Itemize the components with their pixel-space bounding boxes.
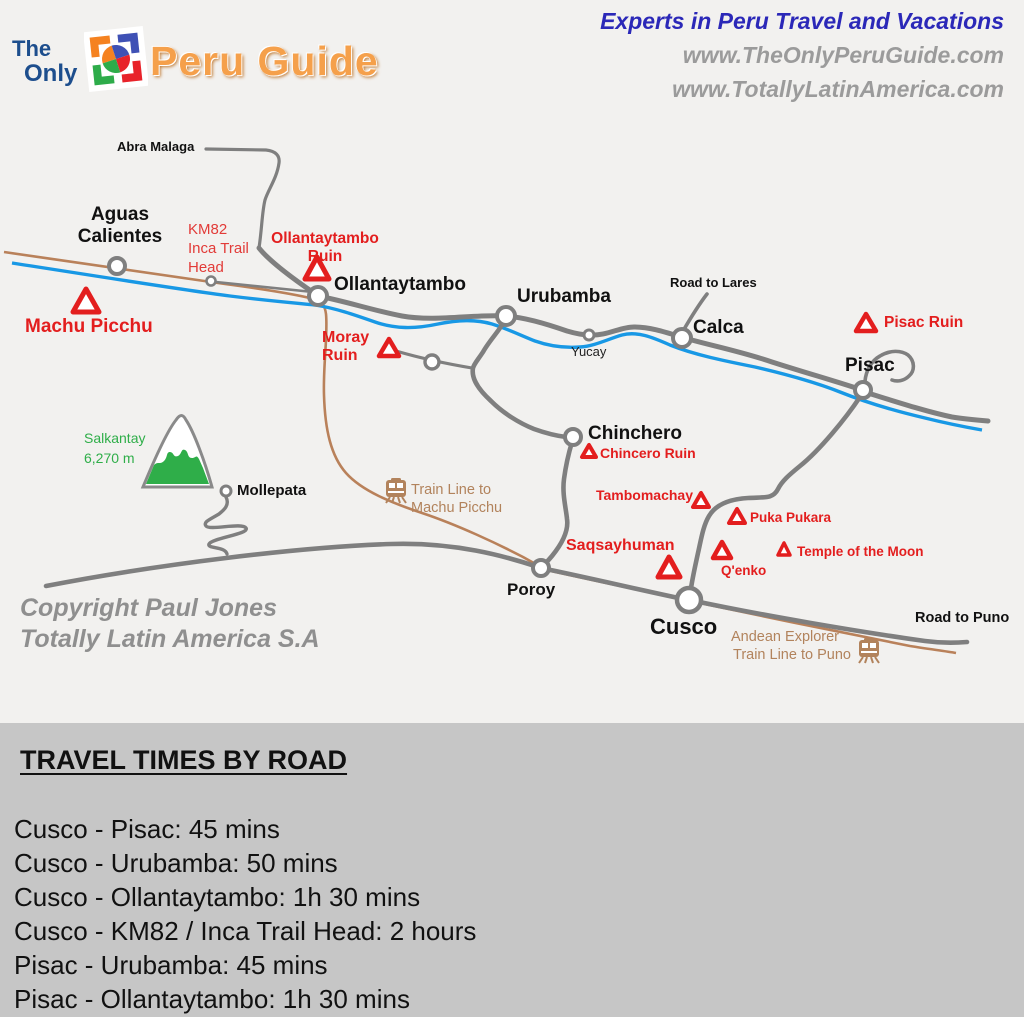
ruin-triangle-puka-pukara xyxy=(729,509,745,523)
brand-prefix-the: The xyxy=(12,36,52,61)
label-town-calca: Calca xyxy=(693,317,744,338)
label-train-mp-line1: Train Line to xyxy=(411,482,492,498)
town-circle-maras xyxy=(425,355,439,369)
copyright-line1: Copyright Paul Jones xyxy=(20,594,277,622)
ruin-triangle-machu-picchu xyxy=(73,289,99,312)
town-circle-ollantaytambo xyxy=(309,287,327,305)
ruin-triangle-pisac xyxy=(856,314,876,331)
road-valley-ollantaytambo-pisac xyxy=(318,296,856,388)
town-circle-pisac xyxy=(855,382,871,398)
header-tagline: Experts in Peru Travel and Vacations xyxy=(600,8,1004,34)
ruin-triangle-chincero xyxy=(582,445,596,457)
label-town-poroy: Poroy xyxy=(507,580,556,599)
label-town-aguas-calientes: Aguas Calientes xyxy=(77,204,163,247)
label-ruin-tambomachay: Tambomachay xyxy=(596,487,693,503)
website-totallylatinamerica: www.TotallyLatinAmerica.com xyxy=(672,76,1004,102)
travel-time-item: Cusco - Ollantaytambo: 1h 30 mins xyxy=(14,882,421,912)
road-southwest xyxy=(46,544,538,586)
label-ruin-saqsayhuman: Saqsayhuman xyxy=(566,537,675,554)
label-ruin-ollantaytambo: Ollantaytambo Ruin xyxy=(271,230,379,265)
label-town-mollepata: Mollepata xyxy=(237,482,307,499)
town-circle-chinchero xyxy=(565,429,581,445)
label-ruin-machu-picchu: Machu Picchu xyxy=(25,316,153,337)
label-ruin-qenko: Q'enko xyxy=(721,563,767,578)
label-town-pisac: Pisac xyxy=(845,355,895,376)
ruin-triangle-saqsayhuman xyxy=(658,557,680,577)
town-circle-calca xyxy=(673,329,691,347)
town-circle-poroy xyxy=(533,560,549,576)
brand-logo-icon xyxy=(84,26,148,92)
label-ruin-moray: Moray Ruin xyxy=(322,329,370,364)
label-road-to-lares: Road to Lares xyxy=(670,275,757,290)
copyright-line2: Totally Latin America S.A xyxy=(20,625,320,653)
travel-time-item: Cusco - Urubamba: 50 mins xyxy=(14,848,338,878)
travel-time-item: Cusco - Pisac: 45 mins xyxy=(14,814,280,844)
brand-prefix-only: Only xyxy=(24,60,78,87)
label-town-chinchero: Chinchero xyxy=(588,423,682,444)
train-icon-machu-picchu xyxy=(386,478,406,503)
ruin-triangle-tambomachay xyxy=(693,493,709,507)
website-theonlyperuguide: www.TheOnlyPeruGuide.com xyxy=(682,42,1004,68)
label-salkantay-name: Salkantay xyxy=(84,430,146,446)
town-circle-aguas-calientes xyxy=(109,258,125,274)
label-abra-malaga: Abra Malaga xyxy=(117,139,195,154)
travel-time-item: Pisac - Ollantaytambo: 1h 30 mins xyxy=(14,984,410,1014)
label-ruin-temple-of-the-moon: Temple of the Moon xyxy=(797,544,924,559)
travel-times-title: TRAVEL TIMES BY ROAD xyxy=(20,745,348,775)
label-train-puno-line2: Train Line to Puno xyxy=(733,647,851,663)
label-road-to-puno: Road to Puno xyxy=(915,610,1010,626)
town-circle-mollepata xyxy=(221,486,231,496)
label-train-puno-line1: Andean Explorer xyxy=(731,629,840,645)
town-circle-urubamba xyxy=(497,307,515,325)
road-mollepata-zigzag xyxy=(205,497,246,554)
brand-name: Peru Guide xyxy=(150,38,379,84)
train-icon-puno xyxy=(859,638,879,663)
label-km82-inca-trail-head: KM82 Inca Trail Head xyxy=(188,221,249,276)
travel-times-list xyxy=(14,812,476,1016)
label-town-ollantaytambo: Ollantaytambo xyxy=(334,274,466,295)
travel-time-item: Pisac - Urubamba: 45 mins xyxy=(14,950,328,980)
marker-circle-km82 xyxy=(207,277,216,286)
label-ruin-puka-pukara: Puka Pukara xyxy=(750,510,832,525)
label-town-urubamba: Urubamba xyxy=(517,286,611,307)
town-circle-yucay xyxy=(584,330,594,340)
label-ruin-pisac: Pisac Ruin xyxy=(884,314,964,331)
label-train-mp-line2: Machu Picchu xyxy=(411,500,503,516)
road-pisac-cusco xyxy=(690,397,860,596)
label-salkantay-elevation: 6,270 m xyxy=(84,450,135,466)
ruin-triangle-temple-of-the-moon xyxy=(778,543,790,555)
road-urubamba-chinchero xyxy=(473,320,566,437)
ruin-triangle-moray xyxy=(379,339,399,356)
label-ruin-chincero: Chincero Ruin xyxy=(600,445,696,461)
travel-time-item: Cusco - KM82 / Inca Trail Head: 2 hours xyxy=(14,916,477,946)
label-town-yucay: Yucay xyxy=(571,344,607,359)
label-town-cusco: Cusco xyxy=(650,614,718,639)
mountain-icon xyxy=(143,416,212,488)
ruin-triangle-qenko xyxy=(713,542,731,558)
town-circle-cusco xyxy=(677,588,701,612)
